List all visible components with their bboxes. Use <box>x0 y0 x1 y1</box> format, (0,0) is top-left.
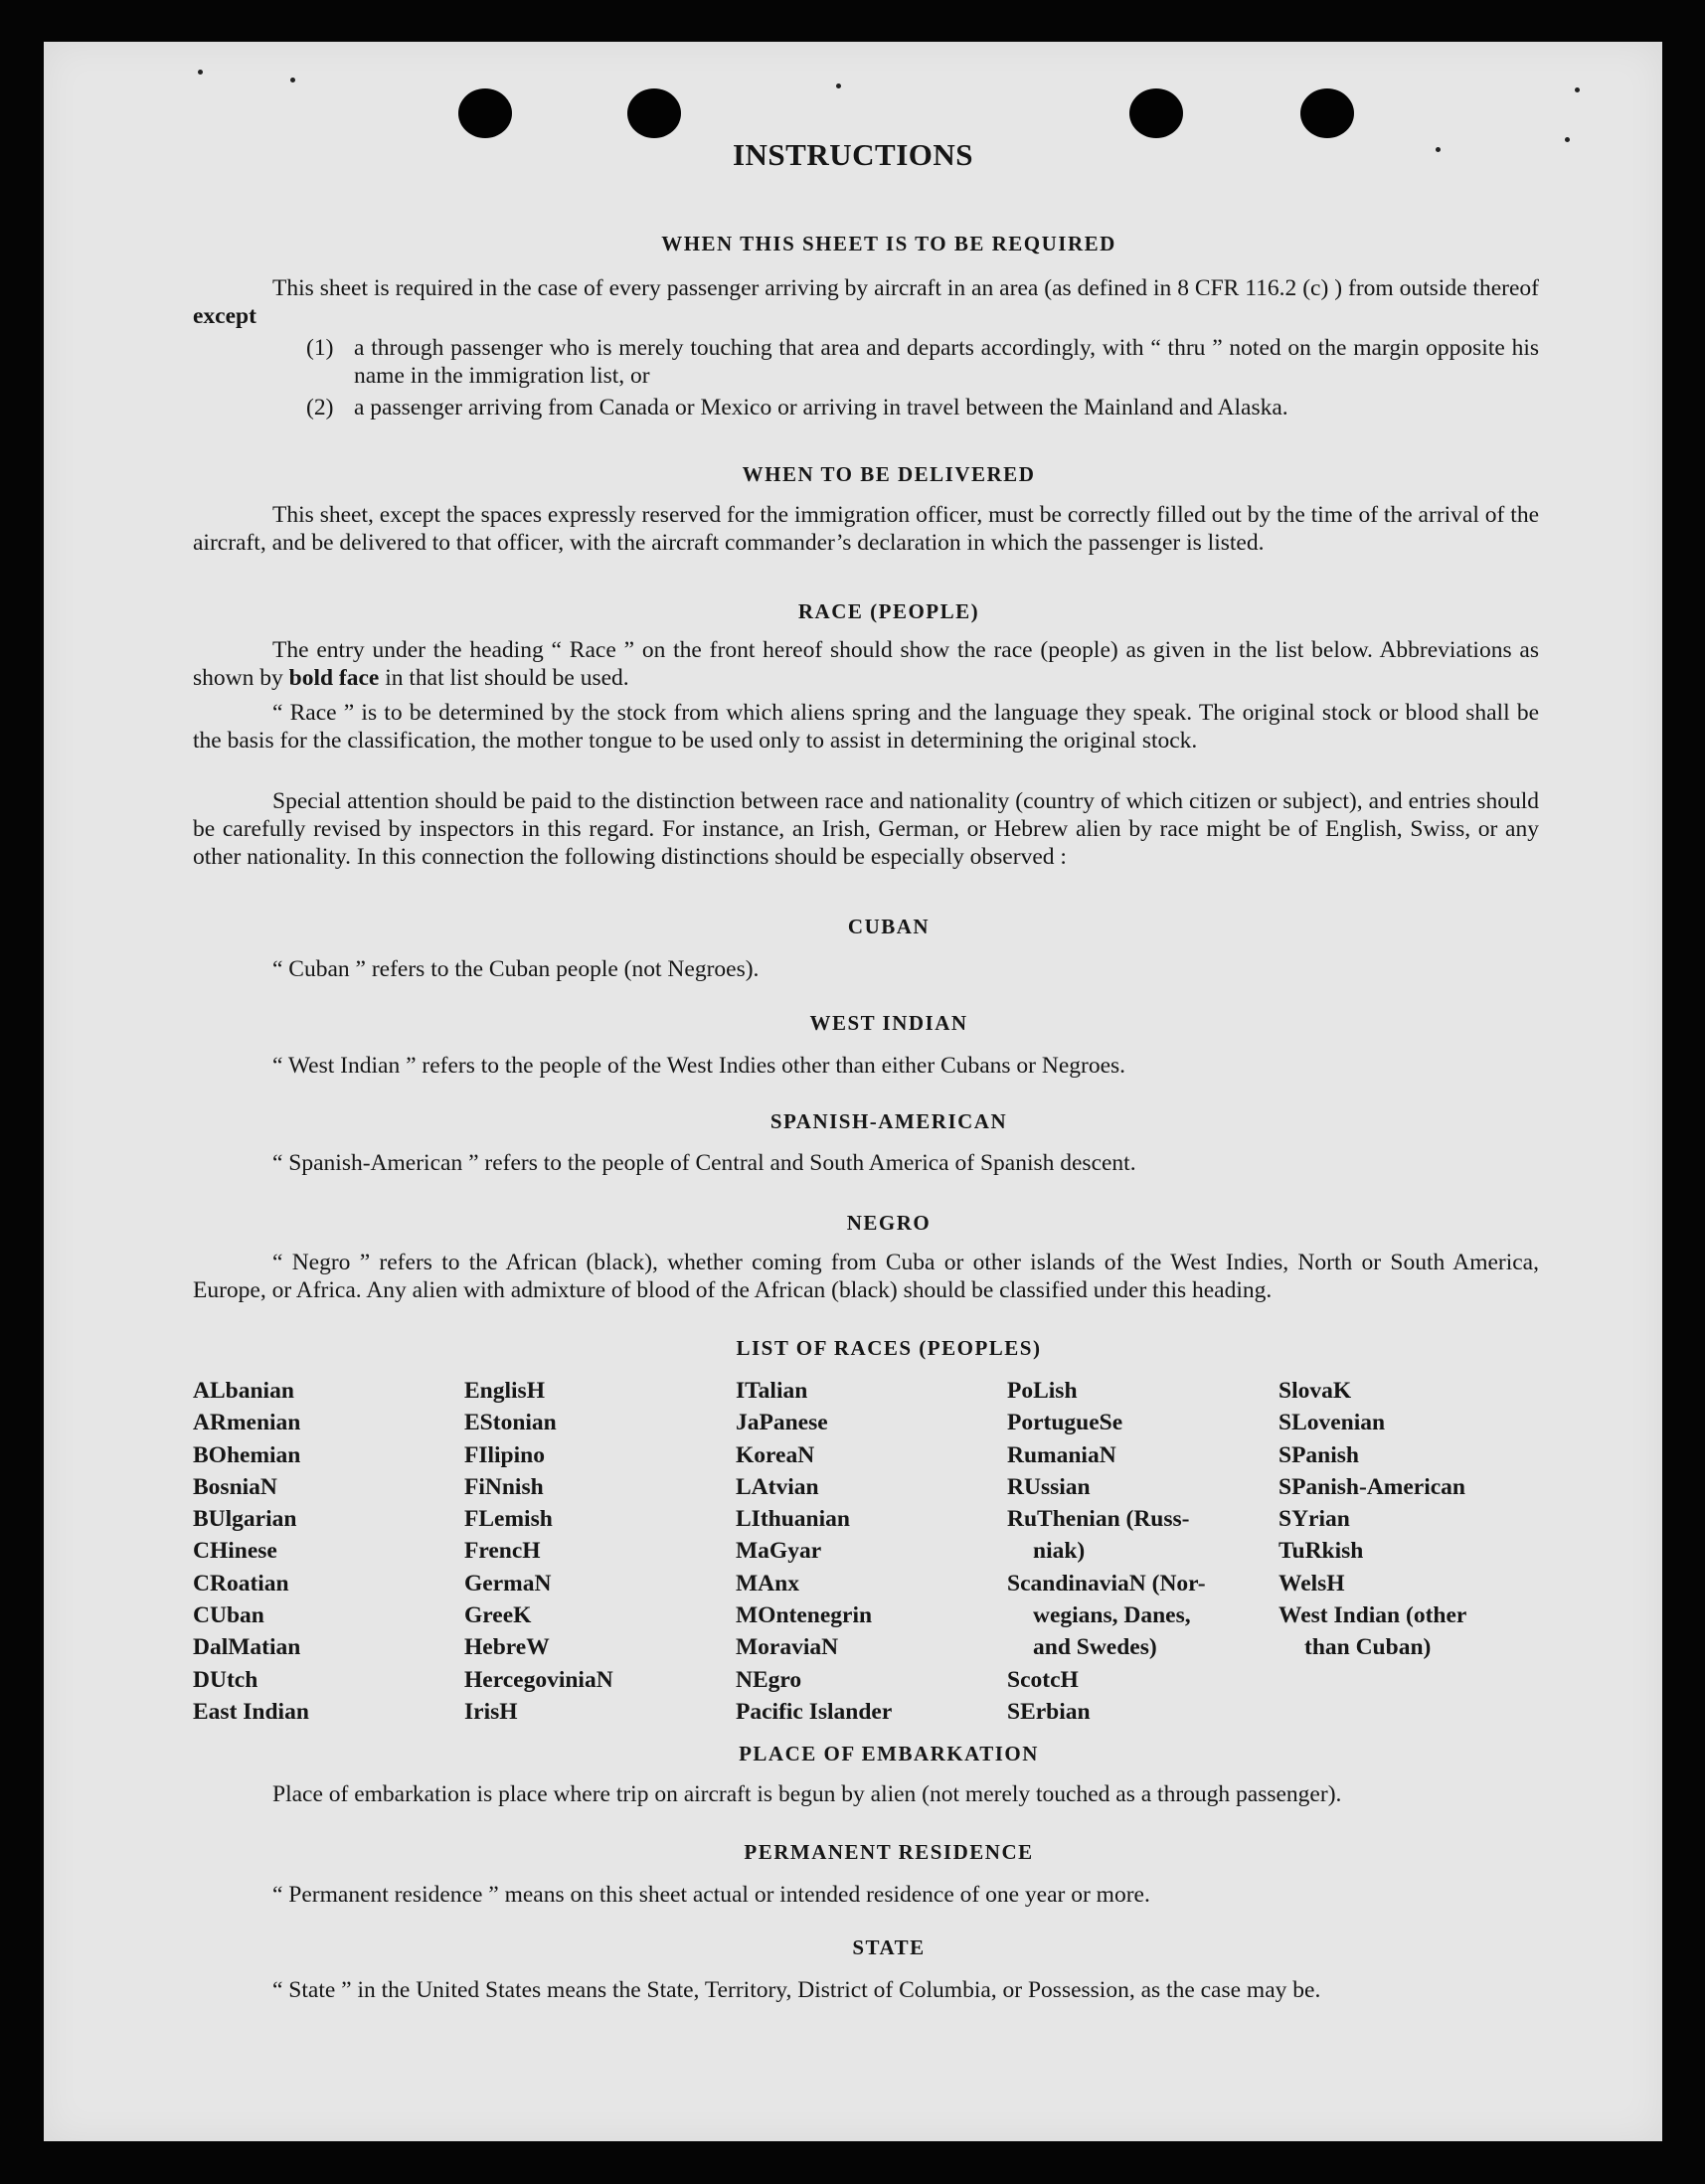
race-entry: FLemish <box>464 1506 553 1533</box>
race-entry: DalMatian <box>193 1634 301 1661</box>
heading-west-indian: WEST INDIAN <box>809 1011 968 1035</box>
race-entry: WelsH <box>1279 1570 1345 1596</box>
race-entry: PoLish <box>1007 1378 1078 1404</box>
race-entry: SPanish-American <box>1279 1473 1465 1500</box>
race-entry: RUssian <box>1007 1473 1091 1500</box>
para-when-required <box>193 274 1539 330</box>
race-entry: ScandinaviaN (Nor- <box>1007 1570 1206 1596</box>
race-entry: SPanish <box>1279 1441 1359 1468</box>
race-entry: RuThenian (Russ- <box>1007 1506 1190 1533</box>
race-entry: Pacific Islander <box>736 1698 893 1725</box>
heading-embarkation: PLACE OF EMBARKATION <box>739 1742 1039 1765</box>
page-title: INSTRUCTIONS <box>732 137 973 172</box>
race-entry: BUlgarian <box>193 1506 297 1533</box>
races-column-3 <box>736 1375 994 1728</box>
race-entry: NEgro <box>736 1666 802 1693</box>
item-number: (2) <box>306 395 334 420</box>
race-entry: West Indian (other <box>1279 1602 1467 1629</box>
item-number: (1) <box>306 335 334 361</box>
heading-when-delivered: WHEN TO BE DELIVERED <box>742 462 1036 486</box>
race-entry: DUtch <box>193 1666 258 1693</box>
race-entry: SErbian <box>1007 1698 1091 1725</box>
race-entry: than Cuban) <box>1304 1634 1432 1661</box>
para-when-delivered: This sheet, except the spaces expressly reserved for the immigration officer, must be correctly filled out by the time of the arrival of the aircraft, and be delivered to that officer, with the aircraft commander’s declaration in which the passenger is listed. <box>193 502 1539 556</box>
para-race-2: “ Race ” is to be determined by the stock from which aliens spring and the language they speak. The original stock or blood shall be the basis for the classification, the mother tongue to be used only to assist in determining the original stock. <box>193 700 1539 754</box>
para-race-1-end: in that list should be used. <box>385 665 629 691</box>
race-entry: and Swedes) <box>1033 1634 1157 1661</box>
para-spanish-american: “ Spanish-American ” refers to the people of Central and South America of Spanish descent. <box>272 1150 1136 1176</box>
para-race-1-text: The entry under the heading “ Race ” on the front hereof should show the race (people) as given in the list below. Abbreviations as shown by <box>193 637 1539 691</box>
race-entry: HebreW <box>464 1634 550 1661</box>
race-entry: ScotcH <box>1007 1666 1079 1693</box>
para-race-3: Special attention should be paid to the distinction between race and nationality (country of which citizen or subject), and entries should be carefully revised by inspectors in this regard. For instance, an Irish, German, or Hebrew alien by race might be of English, Swiss, or any other nationality. In this connection the following distinctions should be especially observed : <box>193 788 1539 870</box>
race-entry: CUban <box>193 1602 264 1629</box>
heading-negro: NEGRO <box>846 1211 932 1235</box>
race-entry: RumaniaN <box>1007 1441 1116 1468</box>
heading-when-required: WHEN THIS SHEET IS TO BE REQUIRED <box>661 232 1116 255</box>
para-state: “ State ” in the United States means the State, Territory, District of Columbia, or Possession, as the case may be. <box>272 1977 1321 2003</box>
except-bold: except <box>193 303 256 329</box>
item-text: a through passenger who is merely touching that area and departs accordingly, with “ thru ” noted on the margin opposite his name in the immigration list, or <box>354 335 1539 389</box>
races-column-4 <box>1007 1375 1266 1728</box>
para-west-indian: “ West Indian ” refers to the people of the West Indies other than either Cubans or Negroes. <box>272 1053 1126 1079</box>
para-cuban: “ Cuban ” refers to the Cuban people (not Negroes). <box>272 956 760 982</box>
race-entry: GermaN <box>464 1570 552 1596</box>
heading-cuban: CUBAN <box>847 915 931 938</box>
race-entry: EStonian <box>464 1410 557 1436</box>
race-entry: ARmenian <box>193 1410 301 1436</box>
race-entry: MAnx <box>736 1570 799 1596</box>
heading-state: STATE <box>852 1935 926 1959</box>
para-negro: “ Negro ” refers to the African (black), whether coming from Cuba or other islands of the West Indies, North or South America, Europe, or Africa. Any alien with admixture of blood of the African (black) should be classified under this heading. <box>193 1250 1539 1303</box>
races-column-1 <box>193 1375 451 1728</box>
race-entry: wegians, Danes, <box>1033 1602 1191 1629</box>
para-embarkation: Place of embarkation is place where trip on aircraft is begun by alien (not merely touched as a through passenger). <box>272 1781 1342 1807</box>
heading-residence: PERMANENT RESIDENCE <box>744 1840 1034 1864</box>
race-entry: JaPanese <box>736 1410 828 1436</box>
race-entry: ALbanian <box>193 1378 294 1404</box>
race-entry: CHinese <box>193 1538 277 1565</box>
race-entry: SlovaK <box>1279 1378 1352 1404</box>
race-entry: East Indian <box>193 1698 309 1725</box>
race-entry: CRoatian <box>193 1570 289 1596</box>
race-entry: KoreaN <box>736 1441 815 1468</box>
heading-spanish-american: SPANISH-AMERICAN <box>769 1109 1008 1133</box>
race-entry: BOhemian <box>193 1441 301 1468</box>
document-body <box>44 0 1662 2184</box>
race-entry: FrencH <box>464 1538 541 1565</box>
race-entry: ITalian <box>736 1378 808 1404</box>
race-entry: FIlipino <box>464 1441 545 1468</box>
races-column-5 <box>1279 1375 1537 1664</box>
para-when-required-text: This sheet is required in the case of every passenger arriving by aircraft in an area (as defined in 8 CFR 116.2 (c) ) from outside thereof <box>272 275 1539 301</box>
race-entry: EnglisH <box>464 1378 545 1404</box>
race-entry: HercegoviniaN <box>464 1666 613 1693</box>
heading-race: RACE (PEOPLE) <box>797 599 980 623</box>
race-entry: PortugueSe <box>1007 1410 1123 1436</box>
race-entry: GreeK <box>464 1602 532 1629</box>
race-entry: FiNnish <box>464 1473 544 1500</box>
race-entry: TuRkish <box>1279 1538 1364 1565</box>
race-entry: niak) <box>1033 1538 1086 1565</box>
item-text: a passenger arriving from Canada or Mexico or arriving in travel between the Mainland and Alaska. <box>354 395 1288 420</box>
race-entry: SYrian <box>1279 1506 1350 1533</box>
race-entry: MaGyar <box>736 1538 822 1565</box>
para-race-1 <box>193 636 1539 692</box>
race-entry: IrisH <box>464 1698 518 1725</box>
bold-face-text: bold face <box>288 665 380 691</box>
races-column-2 <box>464 1375 723 1728</box>
race-entry: LIthuanian <box>736 1506 850 1533</box>
race-entry: SLovenian <box>1279 1410 1386 1436</box>
heading-list-of-races: LIST OF RACES (PEOPLES) <box>736 1336 1042 1360</box>
race-entry: MOntenegrin <box>736 1602 873 1629</box>
race-entry: MoraviaN <box>736 1634 839 1661</box>
race-entry: LAtvian <box>736 1473 819 1500</box>
para-residence: “ Permanent residence ” means on this sheet actual or intended residence of one year or more. <box>272 1882 1150 1908</box>
race-entry: BosniaN <box>193 1473 277 1500</box>
